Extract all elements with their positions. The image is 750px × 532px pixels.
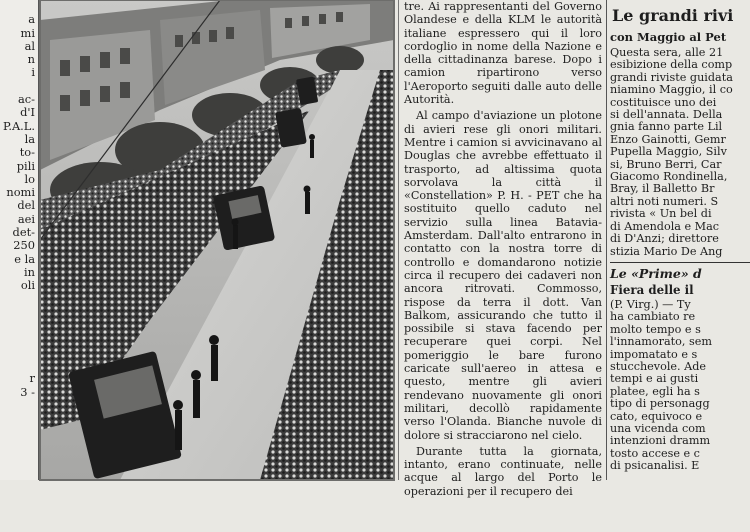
- text-line: una vicenda com: [610, 421, 706, 435]
- text-line: di psicanalisi. E: [610, 459, 700, 473]
- text-line: gnia fanno parte Lil: [610, 120, 723, 134]
- fragment-line: [0, 0, 38, 13]
- headline-grandi-riviste: Le grandi rivi: [612, 6, 734, 25]
- fragment-line: mi: [20, 25, 35, 40]
- text-line: di Amendola e Mac: [610, 219, 720, 233]
- fragment-line: al: [24, 38, 35, 53]
- text-line: Giacomo Rondinella,: [610, 170, 728, 184]
- fragment-line: [0, 306, 38, 319]
- fragment-line: [0, 505, 38, 518]
- text-line: si dell'annata. Della: [610, 108, 723, 122]
- fragment-line: [0, 346, 38, 359]
- fragment-line: in: [24, 264, 35, 279]
- fragment-line: lo: [24, 171, 35, 186]
- fragment-line: det-: [12, 225, 35, 240]
- text-line: cato, equivoco e: [610, 409, 703, 423]
- fragment-line: [0, 519, 38, 532]
- fragment-line: [0, 399, 38, 412]
- text-line: molto tempo e s: [610, 322, 701, 336]
- section-divider: [610, 262, 750, 263]
- article-paragraph: Durante tutta la giornata, intanto, erano continuate, nelle acque al largo del Porto le operazioni per il recupero dei: [404, 444, 602, 498]
- fragment-line: aei: [17, 211, 35, 226]
- fragment-line: r: [29, 371, 35, 386]
- text-line: si, Bruno Berri, Car: [610, 157, 722, 171]
- right-column: [610, 0, 750, 480]
- left-column-fragment: [0, 0, 38, 480]
- text-line: Questa sera, alle 21: [610, 46, 724, 59]
- fragment-line: [0, 80, 38, 93]
- column-rule-photo: [398, 0, 399, 480]
- fragment-line: [0, 479, 38, 492]
- text-line: niamino Maggio, il co: [610, 83, 733, 97]
- fragment-line: [0, 426, 38, 439]
- story-body: [610, 47, 750, 258]
- text-line: l'innamorato, sem: [610, 335, 712, 349]
- text-line: rivista « Un bel di: [610, 207, 712, 221]
- fragment-line: [0, 412, 38, 425]
- fragment-line: [0, 452, 38, 465]
- text-line: stucchevole. Ade: [610, 359, 707, 373]
- text-line: intenzioni dramm: [610, 434, 711, 448]
- fragment-line: pili: [16, 158, 35, 173]
- text-line: altri noti numeri. S: [610, 194, 719, 208]
- text-line: impomatato e s: [610, 347, 698, 361]
- text-line: Enzo Gainotti, Gemr: [610, 132, 726, 146]
- fragment-line: i: [31, 65, 35, 80]
- text-line: Bray, il Balletto Br: [610, 182, 715, 196]
- section-head-prime: Le «Prime» d: [610, 265, 702, 281]
- text-line: ha cambiato re: [610, 310, 696, 324]
- text-line: di D'Anzi; direttore: [610, 232, 719, 246]
- text-line: (P. Virg.) — Ty: [610, 297, 691, 311]
- text-line: Pupella Maggio, Silv: [610, 145, 727, 159]
- text-line: platee, egli ha s: [610, 384, 700, 398]
- fragment-line: a: [28, 12, 35, 27]
- text-line: stizia Mario De Ang: [610, 244, 723, 258]
- fragment-line: n: [27, 52, 35, 67]
- fragment-line: e la: [14, 251, 35, 266]
- fragment-line: [0, 359, 38, 372]
- text-line: tipo di personagg: [610, 397, 710, 411]
- column-rule-left: [38, 0, 39, 480]
- fragment-line: la: [24, 131, 35, 146]
- text-line: grandi riviste guidata: [610, 70, 733, 84]
- text-line: tosto accese e c: [610, 446, 700, 460]
- subheadline-maggio: con Maggio al Pet: [610, 30, 727, 44]
- fragment-line: [0, 439, 38, 452]
- section-sub-fiera: Fiera delle il: [610, 282, 694, 297]
- fragment-line: [0, 332, 38, 345]
- fragment-line: [0, 465, 38, 478]
- fragment-line: 250: [13, 238, 35, 253]
- fragment-line: P.A.L.: [2, 118, 35, 133]
- news-photograph: [40, 0, 394, 480]
- article-paragraph: Al campo d'aviazione un plotone di avieri rese gli onori militari. Mentre i camion si avvicinavano al Douglas che avrebbe effettuato il trasporto, ad altissima quota sorvolava la città il «Constellation» P. H. - PET che ha sostituito quello caduto nel servizio sulla linea Batavia-Amsterdam. Dall'alto entrarono in contatto con la nostra torre di controllo e domandarono notizie circa il recupero dei cadaveri non ancora ritrovati. Commosso, rispose da terra il dott. Van Balkom, assicurando che tutto il possibile si stava facendo per recuperare quei corpi. Nel pomeriggio le bare furono caricate sull'aereo in attesa e questo, mentre gli avieri rendevano nuovamente gli onori militari, decollò rapidamente verso l'Olanda. Bianche nuvole di dolore si stracciarono nel cielo.: [404, 109, 602, 442]
- fragment-line: [0, 492, 38, 505]
- fragment-line: oli: [20, 278, 35, 293]
- fragment-line: ac-: [17, 92, 35, 107]
- fragment-line: del: [17, 198, 35, 213]
- text-line: esibizione della comp: [610, 58, 733, 72]
- photo-illustration: [40, 0, 394, 480]
- text-line: tempi e ai gusti: [610, 372, 699, 386]
- fragment-line: to-: [19, 145, 35, 160]
- article-paragraph: tre. Ai rappresentanti del Governo Olandese e della KLM le autorità italiane espressero qui il loro cordoglio in nome della Nazione e della cittadinanza barese. Dopo i camion ripartirono verso l'Aeroporto seguiti dalle auto delle Autorità.: [404, 0, 602, 107]
- article-column: [404, 0, 602, 498]
- fragment-line: 3 -: [20, 384, 35, 399]
- text-line: costituisce uno dei: [610, 95, 717, 109]
- section-body: [610, 299, 750, 473]
- fragment-line: [0, 293, 38, 306]
- fragment-line: d'I: [20, 105, 35, 120]
- column-rule-right: [606, 0, 607, 480]
- fragment-line: nomi: [6, 185, 35, 200]
- fragment-line: [0, 319, 38, 332]
